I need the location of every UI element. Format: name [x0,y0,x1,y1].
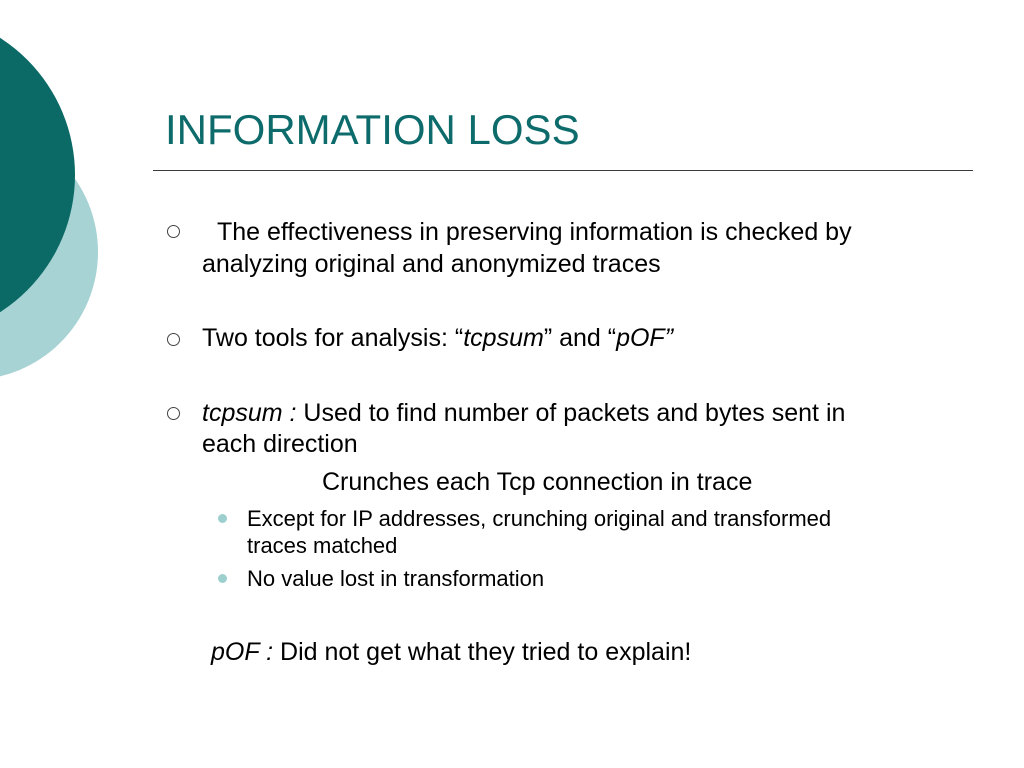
decorative-circles [0,0,110,410]
sub-bullet-1-line-2: traces matched [247,533,398,558]
bullet-3-line-1 [202,397,845,429]
slide-title: INFORMATION LOSS [165,106,580,153]
bullet-1-line-2: analyzing original and anonymized traces [202,250,661,278]
sub-bullet-2-text: No value lost in transformation [247,566,545,591]
tool-pof: pOF” [616,324,674,352]
bullet-3-rest: Used to find number of packets and bytes sent in [296,399,846,427]
bullet-2-prefix: Two tools for analysis: “ [202,324,464,352]
tcpsum-term: tcpsum : [202,399,297,427]
sub-bullet-1-line-1: Except for IP addresses, crunching original and transformed [247,506,832,531]
closing-rest: Did not get what they tried to explain! [273,638,692,666]
filled-dot-bullet-icon [218,514,227,523]
bullet-2-middle: ” and “ [543,324,617,352]
indented-line: Crunches each Tcp connection in trace [322,468,753,496]
hollow-circle-bullet-icon [167,407,180,420]
hollow-circle-bullet-icon [167,333,180,346]
bullet-1-line-1: The effectiveness in preserving information is checked by [217,218,852,246]
filled-dot-bullet-icon [218,574,227,583]
tool-tcpsum: tcpsum [463,324,544,352]
closing-line [211,636,691,668]
title-divider [153,170,973,171]
pof-term: pOF : [211,638,274,666]
bullet-2-text [202,322,673,354]
bullet-3-line-2: each direction [202,430,358,458]
hollow-circle-bullet-icon [167,225,180,238]
